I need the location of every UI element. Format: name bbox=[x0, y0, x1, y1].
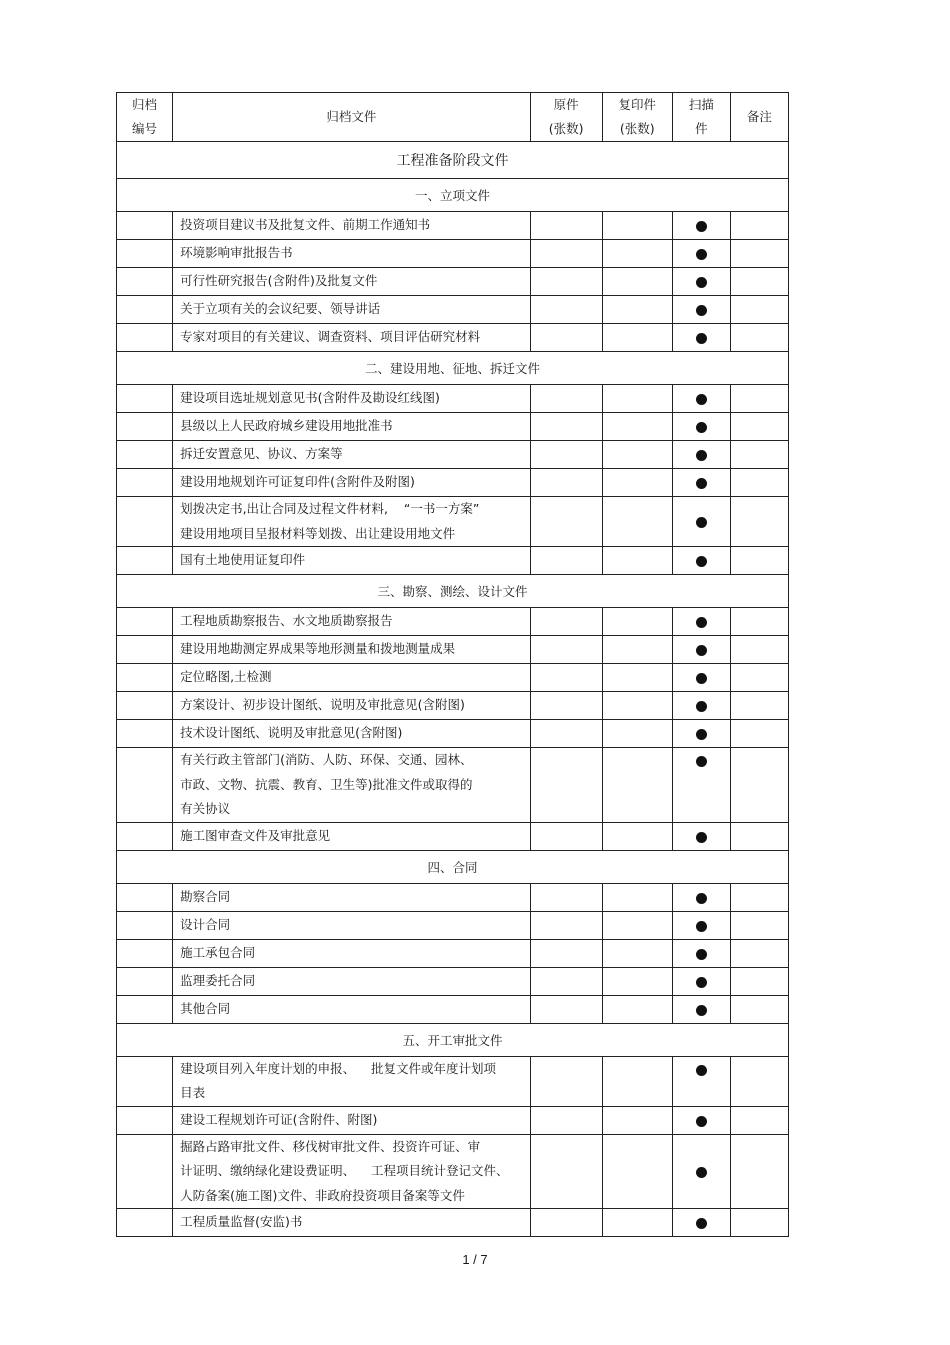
copy-count-cell bbox=[602, 1106, 672, 1134]
archive-no-cell bbox=[117, 1056, 173, 1106]
archive-no-cell bbox=[117, 385, 173, 413]
stage-row bbox=[117, 142, 789, 179]
original-count-cell bbox=[530, 385, 602, 413]
remark-cell bbox=[730, 995, 788, 1023]
archive-doc-cell bbox=[173, 240, 531, 268]
remark-cell bbox=[730, 883, 788, 911]
scan-cell bbox=[672, 268, 730, 296]
table-row bbox=[117, 995, 789, 1023]
archive-no-cell bbox=[117, 240, 173, 268]
original-count-cell bbox=[530, 720, 602, 748]
remark-cell bbox=[730, 385, 788, 413]
remark-cell bbox=[730, 240, 788, 268]
table-row bbox=[117, 911, 789, 939]
doc-line: 县级以上人民政府城乡建设用地批准书 bbox=[180, 418, 393, 434]
header-remark: 备注 bbox=[730, 93, 788, 142]
table-row bbox=[117, 324, 789, 352]
filled-circle-icon bbox=[696, 1218, 707, 1229]
copy-count-cell bbox=[602, 995, 672, 1023]
section-row bbox=[117, 179, 789, 212]
archive-doc-cell bbox=[173, 1209, 531, 1237]
original-count-cell bbox=[530, 692, 602, 720]
archive-doc-cell bbox=[173, 1106, 531, 1134]
copy-count-cell bbox=[602, 664, 672, 692]
remark-cell bbox=[730, 636, 788, 664]
section-title: 五、开工审批文件 bbox=[117, 1023, 789, 1056]
remark-cell bbox=[730, 268, 788, 296]
copy-count-cell bbox=[602, 1134, 672, 1209]
doc-line: 勘察合同 bbox=[180, 888, 231, 904]
doc-line: 划拨决定书,出让合同及过程文件材料, “一书一方案” bbox=[180, 501, 480, 516]
archive-no-cell bbox=[117, 212, 173, 240]
doc-line: 建设用地规划许可证复印件(含附件及附图) bbox=[180, 474, 415, 490]
filled-circle-icon bbox=[696, 949, 707, 960]
scan-cell bbox=[672, 1106, 730, 1134]
remark-cell bbox=[730, 608, 788, 636]
original-count-cell bbox=[530, 883, 602, 911]
section-row bbox=[117, 352, 789, 385]
table-row bbox=[117, 822, 789, 850]
copy-count-cell bbox=[602, 911, 672, 939]
copy-count-cell bbox=[602, 385, 672, 413]
archive-doc-cell bbox=[173, 441, 531, 469]
archive-no-cell bbox=[117, 911, 173, 939]
remark-cell bbox=[730, 212, 788, 240]
doc-line: 人防备案(施工图)文件、非政府投资项目备案等文件 bbox=[180, 1187, 465, 1203]
filled-circle-icon bbox=[696, 277, 707, 288]
filled-circle-icon bbox=[696, 556, 707, 567]
archive-doc-cell bbox=[173, 385, 531, 413]
archive-doc-cell bbox=[173, 413, 531, 441]
section-row bbox=[117, 575, 789, 608]
archive-no-cell bbox=[117, 883, 173, 911]
copy-count-cell bbox=[602, 748, 672, 823]
table-row bbox=[117, 441, 789, 469]
scan-cell bbox=[672, 995, 730, 1023]
remark-cell bbox=[730, 748, 788, 823]
doc-line: 关于立项有关的会议纪要、领导讲话 bbox=[180, 301, 381, 317]
archive-doc-cell bbox=[173, 497, 531, 547]
filled-circle-icon bbox=[696, 221, 707, 232]
filled-circle-icon bbox=[696, 1167, 707, 1178]
doc-line: 目表 bbox=[180, 1085, 206, 1100]
filled-circle-icon bbox=[696, 673, 707, 684]
filled-circle-icon bbox=[696, 333, 707, 344]
original-count-cell bbox=[530, 1209, 602, 1237]
table-row bbox=[117, 608, 789, 636]
filled-circle-icon bbox=[696, 617, 707, 628]
copy-count-cell bbox=[602, 240, 672, 268]
header-archive-doc: 归档文件 bbox=[173, 93, 531, 142]
filled-circle-icon bbox=[696, 893, 707, 904]
remark-cell bbox=[730, 1209, 788, 1237]
filled-circle-icon bbox=[696, 832, 707, 843]
table-row bbox=[117, 636, 789, 664]
filled-circle-icon bbox=[696, 517, 707, 528]
remark-cell bbox=[730, 547, 788, 575]
doc-line: 市政、文物、抗震、教育、卫生等)批准文件或取得的 bbox=[180, 776, 473, 792]
copy-count-cell bbox=[602, 469, 672, 497]
copy-count-cell bbox=[602, 413, 672, 441]
table-row bbox=[117, 664, 789, 692]
header-archive-no: 归档 编号 bbox=[117, 93, 173, 142]
copy-count-cell bbox=[602, 212, 672, 240]
scan-cell bbox=[672, 497, 730, 547]
filled-circle-icon bbox=[696, 249, 707, 260]
original-count-cell bbox=[530, 1056, 602, 1106]
copy-count-cell bbox=[602, 547, 672, 575]
table-body bbox=[117, 142, 789, 1237]
archive-no-cell bbox=[117, 296, 173, 324]
archive-doc-cell bbox=[173, 296, 531, 324]
scan-cell bbox=[672, 212, 730, 240]
scan-cell bbox=[672, 883, 730, 911]
doc-line: 专家对项目的有关建议、调查资料、项目评估研究材料 bbox=[180, 329, 481, 345]
doc-line: 国有土地使用证复印件 bbox=[180, 552, 306, 568]
doc-line: 掘路占路审批文件、移伐树审批文件、投资许可证、审 bbox=[180, 1138, 481, 1154]
remark-cell bbox=[730, 822, 788, 850]
remark-cell bbox=[730, 911, 788, 939]
archive-doc-cell bbox=[173, 324, 531, 352]
archive-doc-cell bbox=[173, 939, 531, 967]
archive-doc-cell bbox=[173, 1134, 531, 1209]
scan-cell bbox=[672, 967, 730, 995]
original-count-cell bbox=[530, 413, 602, 441]
archive-no-cell bbox=[117, 1134, 173, 1209]
header-original: 原件 (张数) bbox=[530, 93, 602, 142]
page-number: 1 / 7 bbox=[462, 1252, 488, 1267]
doc-line: 计证明、缴纳绿化建设费证明、 工程项目统计登记文件、 bbox=[180, 1163, 509, 1178]
filled-circle-icon bbox=[696, 422, 707, 433]
scan-cell bbox=[672, 748, 730, 823]
table-row bbox=[117, 883, 789, 911]
remark-cell bbox=[730, 692, 788, 720]
filled-circle-icon bbox=[696, 645, 707, 656]
scan-cell bbox=[672, 441, 730, 469]
archive-doc-cell bbox=[173, 608, 531, 636]
remark-cell bbox=[730, 1134, 788, 1209]
archive-no-cell bbox=[117, 995, 173, 1023]
doc-line: 建设工程规划许可证(含附件、附图) bbox=[180, 1111, 378, 1127]
scan-cell bbox=[672, 1134, 730, 1209]
doc-line: 设计合同 bbox=[180, 916, 231, 932]
doc-line: 方案设计、初步设计图纸、说明及审批意见(含附图) bbox=[180, 697, 465, 713]
original-count-cell bbox=[530, 547, 602, 575]
archive-doc-cell bbox=[173, 995, 531, 1023]
copy-count-cell bbox=[602, 497, 672, 547]
doc-line: 有关行政主管部门(消防、人防、环保、交通、园林、 bbox=[180, 752, 473, 767]
copy-count-cell bbox=[602, 883, 672, 911]
table-row bbox=[117, 748, 789, 823]
archive-doc-cell bbox=[173, 967, 531, 995]
copy-count-cell bbox=[602, 720, 672, 748]
scan-cell bbox=[672, 822, 730, 850]
original-count-cell bbox=[530, 212, 602, 240]
scan-cell bbox=[672, 1209, 730, 1237]
archive-doc-cell bbox=[173, 547, 531, 575]
filled-circle-icon bbox=[696, 756, 707, 767]
remark-cell bbox=[730, 1056, 788, 1106]
copy-count-cell bbox=[602, 268, 672, 296]
doc-line: 有关协议 bbox=[180, 801, 231, 816]
archive-doc-cell bbox=[173, 1056, 531, 1106]
filled-circle-icon bbox=[696, 450, 707, 461]
doc-line: 建设用地项目呈报材料等划拨、出让建设用地文件 bbox=[180, 525, 456, 541]
archive-no-cell bbox=[117, 268, 173, 296]
filled-circle-icon bbox=[696, 921, 707, 932]
doc-line: 拆迁安置意见、协议、方案等 bbox=[180, 446, 343, 462]
archive-no-cell bbox=[117, 608, 173, 636]
doc-line: 环境影响审批报告书 bbox=[180, 245, 293, 261]
scan-cell bbox=[672, 296, 730, 324]
table-row bbox=[117, 1056, 789, 1106]
doc-line: 工程质量监督(安监)书 bbox=[180, 1214, 303, 1230]
filled-circle-icon bbox=[696, 729, 707, 740]
scan-cell bbox=[672, 240, 730, 268]
archive-no-cell bbox=[117, 324, 173, 352]
archive-no-cell bbox=[117, 441, 173, 469]
table-row bbox=[117, 240, 789, 268]
archive-no-cell bbox=[117, 1209, 173, 1237]
copy-count-cell bbox=[602, 324, 672, 352]
archive-no-cell bbox=[117, 822, 173, 850]
doc-line: 监理委托合同 bbox=[180, 972, 256, 988]
doc-line: 定位略图,土检测 bbox=[180, 669, 272, 685]
doc-line: 技术设计图纸、说明及审批意见(含附图) bbox=[180, 725, 403, 741]
doc-line: 施工图审查文件及审批意见 bbox=[180, 827, 331, 843]
original-count-cell bbox=[530, 608, 602, 636]
filled-circle-icon bbox=[696, 1116, 707, 1127]
remark-cell bbox=[730, 441, 788, 469]
filled-circle-icon bbox=[696, 394, 707, 405]
filled-circle-icon bbox=[696, 1005, 707, 1016]
archive-doc-cell bbox=[173, 636, 531, 664]
doc-line: 建设项目选址规划意见书(含附件及勘设红线图) bbox=[180, 390, 440, 406]
copy-count-cell bbox=[602, 636, 672, 664]
archive-no-cell bbox=[117, 748, 173, 823]
original-count-cell bbox=[530, 939, 602, 967]
archive-doc-cell bbox=[173, 822, 531, 850]
table-row bbox=[117, 547, 789, 575]
original-count-cell bbox=[530, 441, 602, 469]
scan-cell bbox=[672, 324, 730, 352]
copy-count-cell bbox=[602, 939, 672, 967]
archive-no-cell bbox=[117, 664, 173, 692]
remark-cell bbox=[730, 720, 788, 748]
archive-no-cell bbox=[117, 939, 173, 967]
remark-cell bbox=[730, 1106, 788, 1134]
archive-doc-cell bbox=[173, 268, 531, 296]
original-count-cell bbox=[530, 822, 602, 850]
original-count-cell bbox=[530, 1106, 602, 1134]
table-row bbox=[117, 413, 789, 441]
archive-no-cell bbox=[117, 720, 173, 748]
section-title: 二、建设用地、征地、拆迁文件 bbox=[117, 352, 789, 385]
section-title: 三、勘察、测绘、设计文件 bbox=[117, 575, 789, 608]
original-count-cell bbox=[530, 240, 602, 268]
table-row bbox=[117, 967, 789, 995]
archive-table bbox=[116, 92, 789, 1237]
remark-cell bbox=[730, 664, 788, 692]
remark-cell bbox=[730, 324, 788, 352]
stage-title: 工程准备阶段文件 bbox=[117, 142, 789, 179]
scan-cell bbox=[672, 469, 730, 497]
archive-doc-cell bbox=[173, 664, 531, 692]
archive-doc-cell bbox=[173, 469, 531, 497]
header-row bbox=[117, 93, 789, 142]
original-count-cell bbox=[530, 911, 602, 939]
remark-cell bbox=[730, 296, 788, 324]
remark-cell bbox=[730, 469, 788, 497]
copy-count-cell bbox=[602, 296, 672, 324]
scan-cell bbox=[672, 636, 730, 664]
table-row bbox=[117, 692, 789, 720]
filled-circle-icon bbox=[696, 478, 707, 489]
scan-cell bbox=[672, 692, 730, 720]
original-count-cell bbox=[530, 497, 602, 547]
section-title: 一、立项文件 bbox=[117, 179, 789, 212]
scan-cell bbox=[672, 911, 730, 939]
archive-doc-cell bbox=[173, 748, 531, 823]
table-row bbox=[117, 939, 789, 967]
filled-circle-icon bbox=[696, 1065, 707, 1076]
archive-no-cell bbox=[117, 967, 173, 995]
copy-count-cell bbox=[602, 967, 672, 995]
archive-doc-cell bbox=[173, 720, 531, 748]
original-count-cell bbox=[530, 664, 602, 692]
original-count-cell bbox=[530, 1134, 602, 1209]
doc-line: 其他合同 bbox=[180, 1000, 231, 1016]
archive-no-cell bbox=[117, 547, 173, 575]
archive-doc-cell bbox=[173, 883, 531, 911]
scan-cell bbox=[672, 385, 730, 413]
archive-no-cell bbox=[117, 1106, 173, 1134]
copy-count-cell bbox=[602, 441, 672, 469]
copy-count-cell bbox=[602, 822, 672, 850]
scan-cell bbox=[672, 1056, 730, 1106]
section-title: 四、合同 bbox=[117, 850, 789, 883]
original-count-cell bbox=[530, 268, 602, 296]
original-count-cell bbox=[530, 995, 602, 1023]
section-row bbox=[117, 1023, 789, 1056]
table-row bbox=[117, 469, 789, 497]
header-copy: 复印件 (张数) bbox=[602, 93, 672, 142]
original-count-cell bbox=[530, 967, 602, 995]
archive-no-cell bbox=[117, 636, 173, 664]
table-row bbox=[117, 1106, 789, 1134]
remark-cell bbox=[730, 497, 788, 547]
doc-line: 投资项目建议书及批复文件、前期工作通知书 bbox=[180, 217, 431, 233]
section-row bbox=[117, 850, 789, 883]
doc-line: 建设用地勘测定界成果等地形测量和拨地测量成果 bbox=[180, 641, 456, 657]
archive-no-cell bbox=[117, 413, 173, 441]
original-count-cell bbox=[530, 748, 602, 823]
copy-count-cell bbox=[602, 692, 672, 720]
copy-count-cell bbox=[602, 608, 672, 636]
scan-cell bbox=[672, 547, 730, 575]
scan-cell bbox=[672, 664, 730, 692]
doc-line: 可行性研究报告(含附件)及批复文件 bbox=[180, 273, 378, 289]
archive-no-cell bbox=[117, 692, 173, 720]
table-row bbox=[117, 212, 789, 240]
archive-no-cell bbox=[117, 497, 173, 547]
doc-line: 建设项目列入年度计划的申报、 批复文件或年度计划项 bbox=[180, 1060, 496, 1076]
table-row bbox=[117, 268, 789, 296]
remark-cell bbox=[730, 413, 788, 441]
filled-circle-icon bbox=[696, 701, 707, 712]
original-count-cell bbox=[530, 636, 602, 664]
doc-line: 施工承包合同 bbox=[180, 944, 256, 960]
doc-line: 工程地质勘察报告、水文地质勘察报告 bbox=[180, 613, 393, 629]
scan-cell bbox=[672, 720, 730, 748]
scan-cell bbox=[672, 608, 730, 636]
original-count-cell bbox=[530, 469, 602, 497]
header-scan: 扫描 件 bbox=[672, 93, 730, 142]
copy-count-cell bbox=[602, 1209, 672, 1237]
original-count-cell bbox=[530, 324, 602, 352]
copy-count-cell bbox=[602, 1056, 672, 1106]
scan-cell bbox=[672, 413, 730, 441]
filled-circle-icon bbox=[696, 977, 707, 988]
original-count-cell bbox=[530, 296, 602, 324]
remark-cell bbox=[730, 939, 788, 967]
filled-circle-icon bbox=[696, 305, 707, 316]
table-row bbox=[117, 720, 789, 748]
table-row bbox=[117, 1134, 789, 1209]
table-row bbox=[117, 385, 789, 413]
remark-cell bbox=[730, 967, 788, 995]
scan-cell bbox=[672, 939, 730, 967]
archive-no-cell bbox=[117, 469, 173, 497]
archive-doc-cell bbox=[173, 911, 531, 939]
archive-doc-cell bbox=[173, 692, 531, 720]
archive-doc-cell bbox=[173, 212, 531, 240]
table-row bbox=[117, 497, 789, 547]
table-row bbox=[117, 296, 789, 324]
table-row bbox=[117, 1209, 789, 1237]
